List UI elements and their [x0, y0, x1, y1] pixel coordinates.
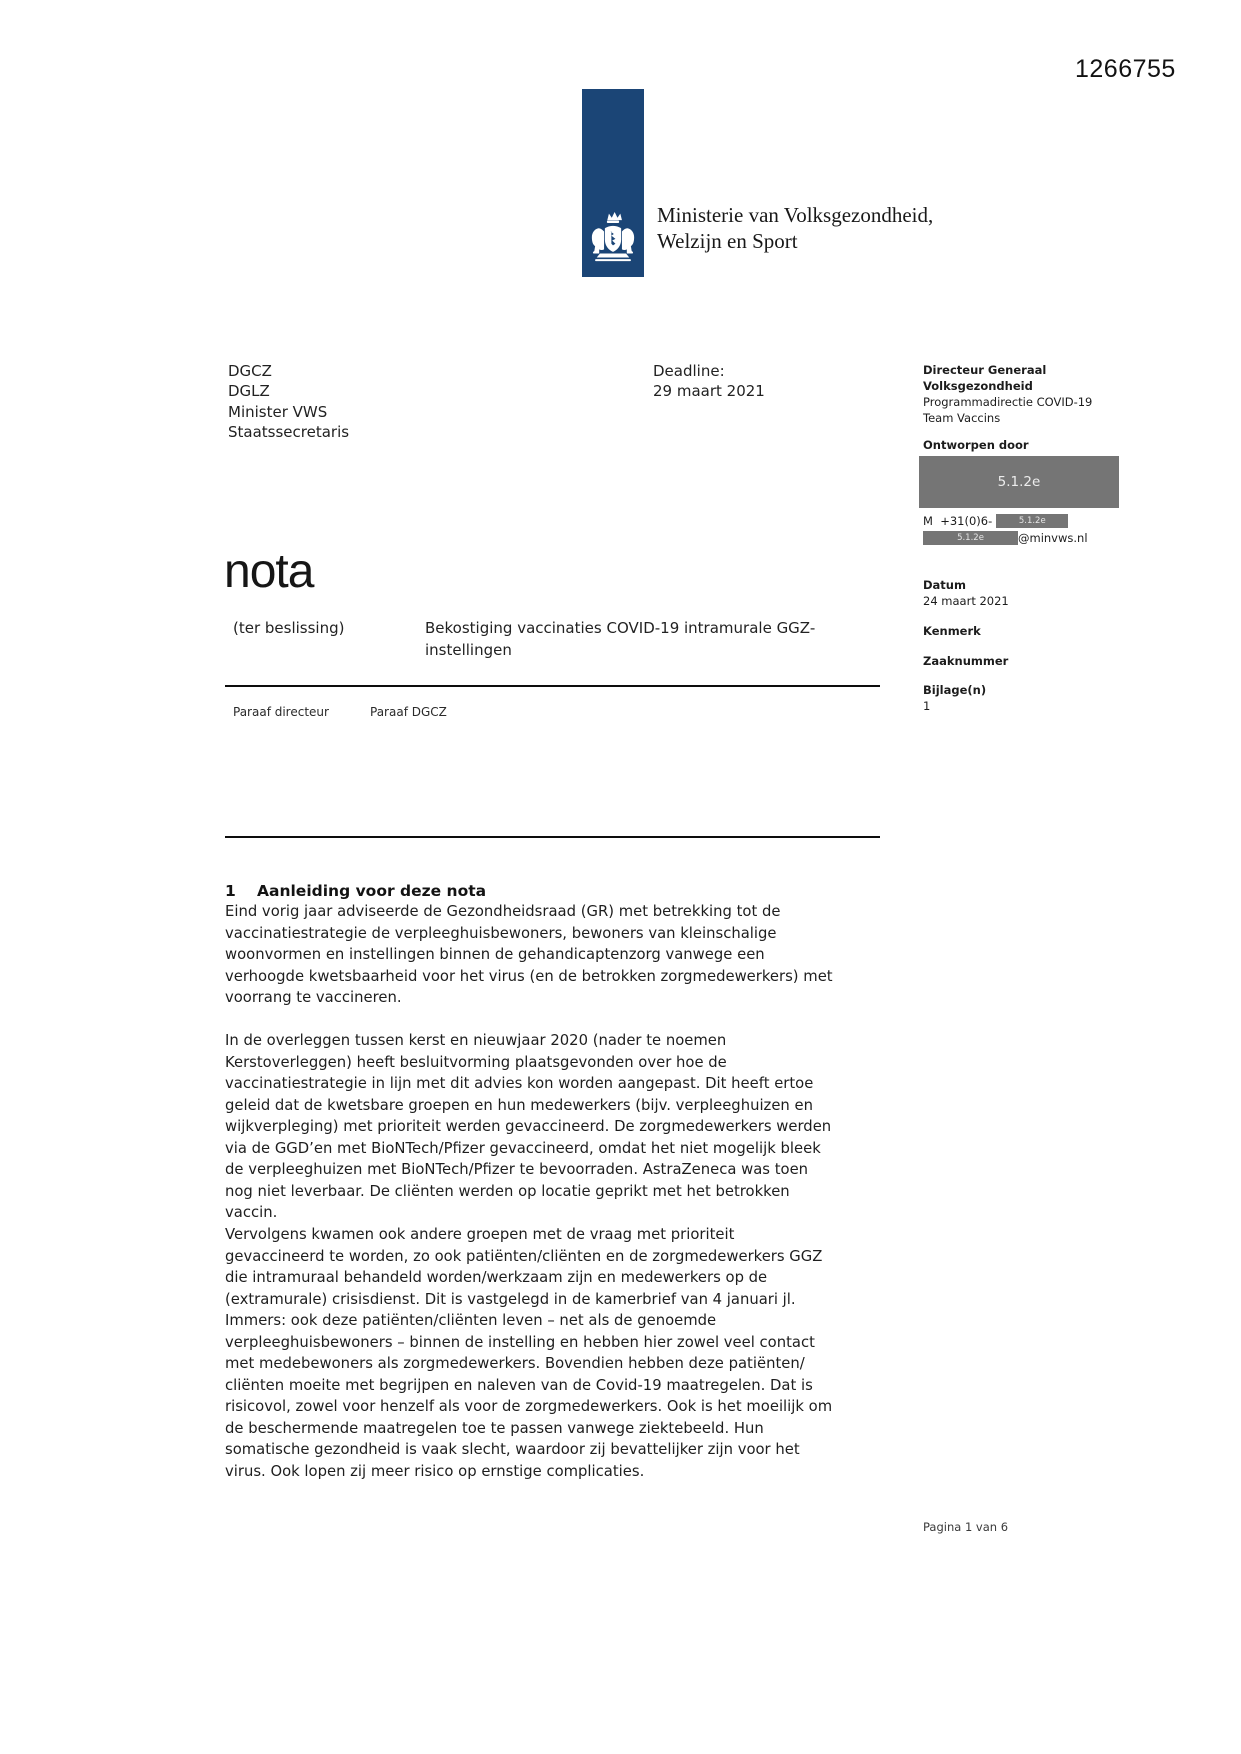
designed-by-label: Ontworpen door — [923, 438, 1029, 452]
reference-label: Kenmerk — [923, 624, 981, 638]
org-unit-line: Team Vaccins — [923, 411, 1001, 425]
paraaf-directeur-label: Paraaf directeur — [233, 705, 329, 719]
attachments-value: 1 — [923, 699, 931, 713]
phone-row — [923, 513, 1123, 528]
org-unit-line: Directeur Generaal — [923, 363, 1047, 377]
recipient-line: Staatssecretaris — [228, 422, 350, 441]
nota-title: nota — [224, 545, 314, 598]
redaction-code: 5.1.2e — [957, 532, 984, 543]
page-number: Pagina 1 van 6 — [923, 1520, 1009, 1534]
ministry-name — [657, 203, 933, 254]
decision-type: (ter beslissing) — [233, 619, 345, 637]
date-label: Datum — [923, 578, 966, 592]
org-unit-line: Volksgezondheid — [923, 379, 1033, 393]
redaction-code: 5.1.2e — [1018, 515, 1046, 526]
body-paragraph: Vervolgens kwamen ook andere groepen met de vraag met prioriteit gevaccineerd te worden, zo ook patiënten/cliënten en de zorgmedewerkers GGZ die intramuraal behandeld worden/werkzaam zijn en medewerkers op de (extramurale) crisisdienst. Dit is vastgelegd in de kamerbrief van 4 januari jl. Immers: ook deze patiënten/cliënten leven – net als de genoemde verpleeghuisbewoners – binnen de instelling en hebben hier zowel veel contact met medebewoners als zorgmedewerkers. Bovendien hebben deze patiënten/ cliënten moeite met begrijpen en naleven van de Covid-19 maatregelen. Dat is risicovol, zowel voor henzelf als voor de zorgmedewerkers. Ook is het moeilijk om de beschermende maatregelen toe te passen vanwege ziektebeeld. Hun somatische gezondheid is vaak slecht, waardoor zij bevattelijker zijn voor het virus. Ook lopen zij meer risico op ernstige complicaties. — [225, 1226, 833, 1480]
nota-subject: Bekostiging vaccinaties COVID-19 intramurale GGZ-instellingen — [425, 619, 816, 659]
rijksoverheid-logo-bar — [582, 89, 644, 277]
deadline-label: Deadline: — [653, 362, 725, 380]
section-heading — [225, 882, 486, 900]
recipient-list — [228, 361, 349, 442]
body-paragraph: In de overleggen tussen kerst en nieuwjaar 2020 (nader te noemen Kerstoverleggen) heeft besluitvorming plaatsgevonden over hoe de vaccinatiestrategie in lijn met dit advies kon worden aangepast. Dit heeft ertoe geleid dat de kwetsbare groepen en hun medewerkers (bijv. verpleeghuizen en wijkverpleging) met prioriteit werden gevaccineerd. De zorgmedewerkers werden via de GGD’en met BioNTech/Pfizer gevaccineerd, omdat het niet mogelijk bleek de verpleeghuizen met BioNTech/Pfizer te bevoorraden. AstraZeneca was toen nog niet leverbaar. De cliënten werden op locatie geprikt met het betrokken vaccin. — [225, 1032, 832, 1221]
section-title: Aanleiding voor deze nota — [257, 882, 487, 900]
attachments-label: Bijlage(n) — [923, 683, 987, 697]
horizontal-rule — [225, 836, 880, 838]
ministry-name-line2: Welzijn en Sport — [657, 228, 798, 253]
email-row — [923, 530, 1123, 545]
coat-of-arms-icon — [587, 210, 639, 266]
date-value: 24 maart 2021 — [923, 594, 1009, 608]
deadline-value: 29 maart 2021 — [653, 382, 765, 401]
recipient-line: DGCZ — [228, 362, 272, 380]
document-number: 1266755 — [1075, 55, 1176, 83]
deadline-block — [653, 361, 765, 402]
ministry-name-line1: Ministerie van Volksgezondheid, — [657, 203, 934, 227]
redaction-box-name — [919, 456, 1119, 508]
redaction-code: 5.1.2e — [997, 474, 1041, 490]
phone-prefix: M +31(0)6- — [923, 513, 993, 528]
redaction-box-phone — [996, 514, 1068, 528]
email-domain: @minvws.nl — [1018, 530, 1088, 545]
recipient-line: DGLZ — [228, 382, 270, 401]
body-paragraph: Eind vorig jaar adviseerde de Gezondheidsraad (GR) met betrekking tot de vaccinatiestrategie de verpleeghuisbewoners, bewoners van kleinschalige woonvormen en instellingen binnen de gehandicaptenzorg vanwege een verhoogde kwetsbaarheid voor het virus (en de betrokken zorgmedewerkers) met voorrang te vaccineren. — [225, 903, 833, 1006]
horizontal-rule — [225, 685, 880, 687]
recipient-line: Minister VWS — [228, 402, 328, 421]
case-number-label: Zaaknummer — [923, 654, 1009, 668]
section-number: 1 — [225, 882, 236, 900]
document-metadata-sidebar — [923, 362, 1123, 714]
org-unit-line: Programmadirectie COVID-19 — [923, 395, 1093, 409]
paraaf-dgcz-label: Paraaf DGCZ — [370, 705, 447, 719]
redaction-box-email — [923, 531, 1018, 545]
